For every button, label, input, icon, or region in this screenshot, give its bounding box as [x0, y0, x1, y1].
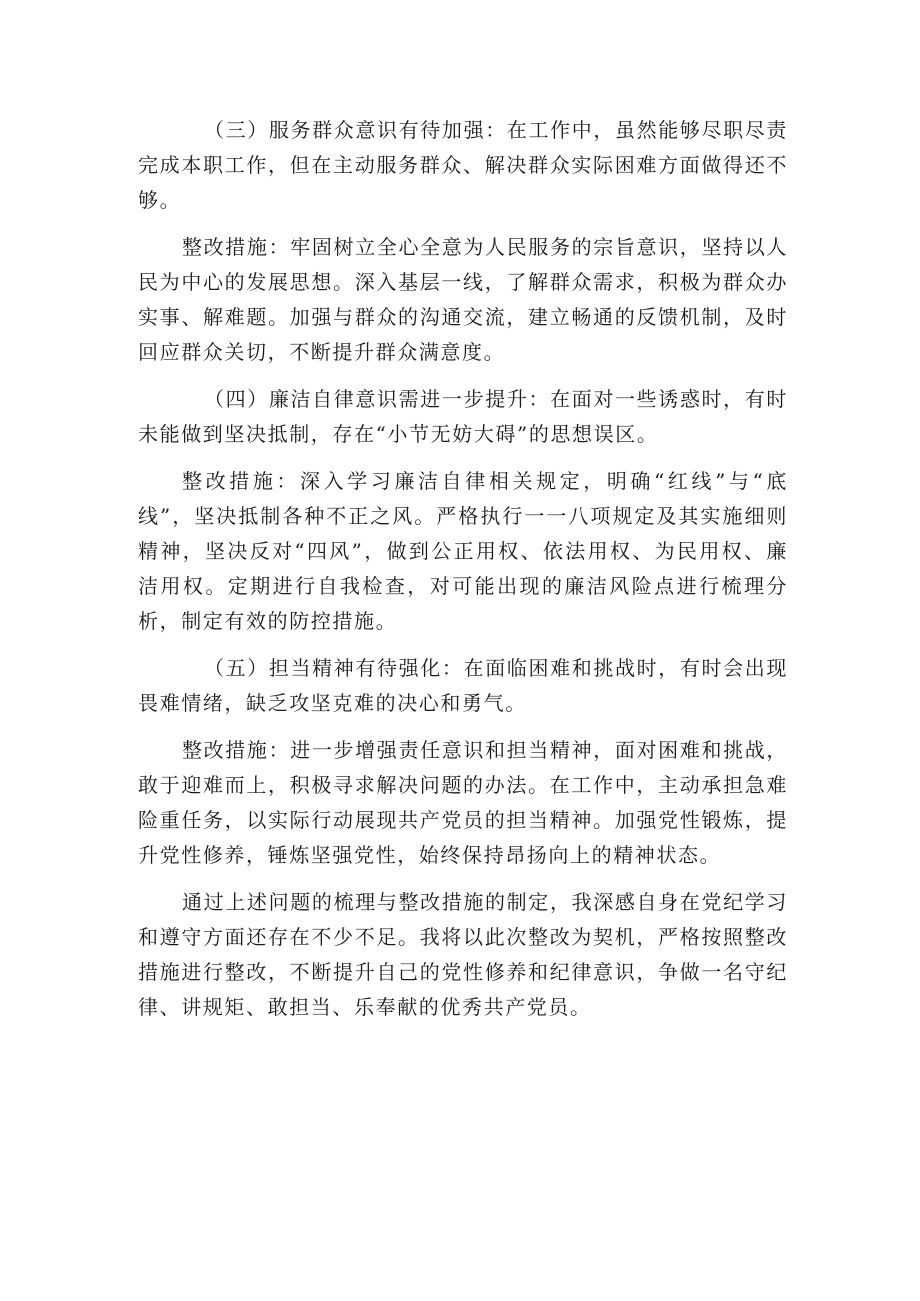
paragraph-measures-3: 整改措施：牢固树立全心全意为人民服务的宗旨意识，坚持以人民为中心的发展思想。深入基层一线，了解群众需求，积极为群众办实事、解难题。加强与群众的沟通交流，建立畅通的反馈机制，及时回应群众关切，不断提升群众满意度。	[138, 235, 788, 364]
paragraph-issue-5: （五）担当精神有待强化：在面临困难和挑战时，有时会出现畏难情绪，缺乏攻坚克难的决心和勇气。	[138, 656, 788, 715]
paragraph-conclusion: 通过上述问题的梳理与整改措施的制定，我深感自身在党纪学习和遵守方面还存在不少不足。我将以此次整改为契机，严格按照整改措施进行整改，不断提升自己的党性修养和纪律意识，争做一名守纪律、讲规矩、敢担当、乐奉献的优秀共产党员。	[138, 890, 788, 1019]
document-body	[138, 113, 788, 1025]
paragraph-measures-4: 整改措施：深入学习廉洁自律相关规定，明确“红线”与“底线”，坚决抵制各种不正之风。严格执行一一八项规定及其实施细则精神，坚决反对“四风”，做到公正用权、依法用权、为民用权、廉洁用权。定期进行自我检查，对可能出现的廉洁风险点进行梳理分析，制定有效的防控措施。	[138, 469, 788, 633]
paragraph-issue-4: （四）廉洁自律意识需进一步提升：在面对一些诱惑时，有时未能做到坚决抵制，存在“小节无妨大碍”的思想误区。	[138, 387, 788, 446]
paragraph-measures-5: 整改措施：进一步增强责任意识和担当精神，面对困难和挑战，敢于迎难而上，积极寻求解决问题的办法。在工作中，主动承担急难险重任务，以实际行动展现共产党员的担当精神。加强党性锻炼，提升党性修养，锤炼坚强党性，始终保持昂扬向上的精神状态。	[138, 738, 788, 867]
paragraph-issue-3: （三）服务群众意识有待加强：在工作中，虽然能够尽职尽责完成本职工作，但在主动服务群众、解决群众实际困难方面做得还不够。	[138, 118, 788, 212]
